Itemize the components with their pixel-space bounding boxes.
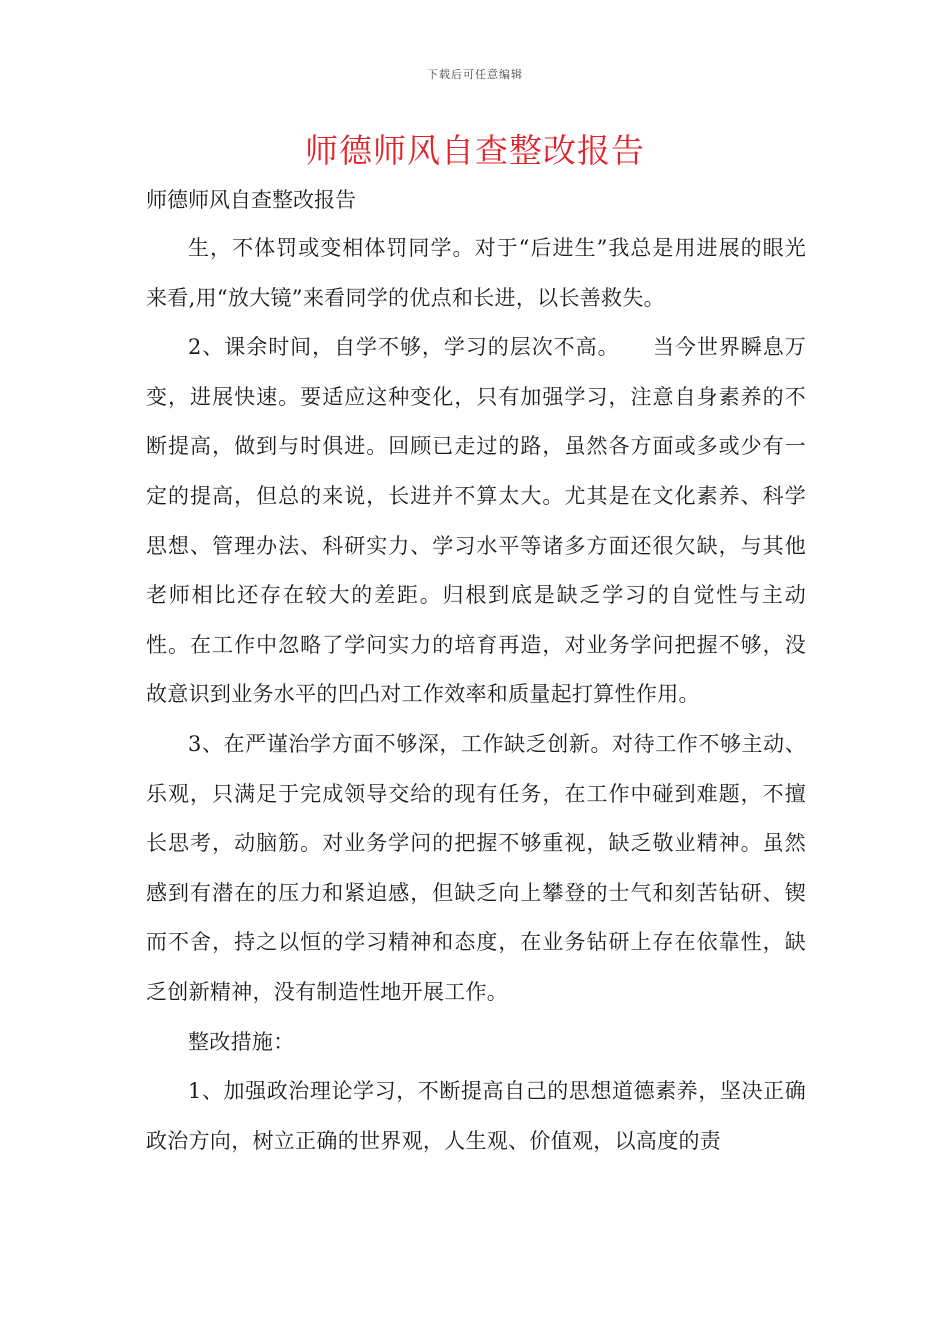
- document-title: 师德师风自查整改报告: [305, 131, 645, 170]
- document-subtitle: 师德师风自查整改报告: [146, 188, 356, 212]
- document-body: [146, 224, 806, 1166]
- paragraph: 2、课余时间，自学不够，学习的层次不高。 当今世界瞬息万变，进展快速。要适应这种变化，只有加强学习，注意自身素养的不断提高，做到与时俱进。回顾已走过的路，虽然各方面或多或少有一定的提高，但总的来说，长进并不算太大。尤其是在文化素养、科学思想、管理办法、科研实力、学习水平等诸多方面还很欠缺，与其他老师相比还存在较大的差距。归根到底是缺乏学习的自觉性与主动性。在工作中忽略了学问实力的培育再造，对业务学问把握不够，没故意识到业务水平的凹凸对工作效率和质量起打算性作用。: [146, 335, 806, 707]
- paragraph: 生，不体罚或变相体罚同学。对于“后进生”我总是用进展的眼光来看,用“放大镜”来看同学的优点和长进，以长善救失。: [146, 236, 806, 310]
- paragraph: 1、加强政治理论学习，不断提高自己的思想道德素养，坚决正确政治方向，树立正确的世界观，人生观、价值观，以高度的责: [146, 1079, 806, 1153]
- paragraph: 3、在严谨治学方面不够深，工作缺乏创新。对待工作不够主动、乐观，只满足于完成领导交给的现有任务，在工作中碰到难题，不擅长思考，动脑筋。对业务学问的把握不够重视，缺乏敬业精神。虽然感到有潜在的压力和紧迫感，但缺乏向上攀登的士气和刻苦钻研、锲而不舍，持之以恒的学习精神和态度，在业务钻研上存在依靠性，缺乏创新精神，没有制造性地开展工作。: [146, 731, 806, 1004]
- section-heading: 整改措施：: [188, 1029, 295, 1054]
- header-note: 下载后可任意编辑: [427, 68, 523, 81]
